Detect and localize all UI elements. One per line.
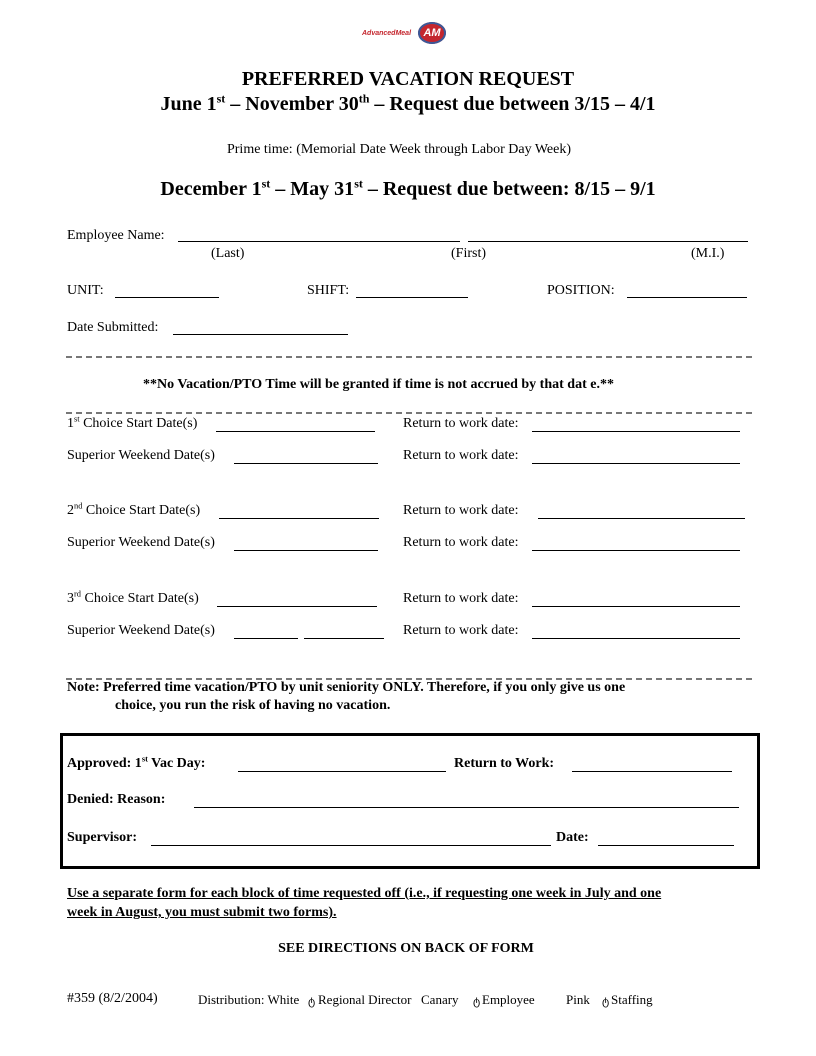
separate-form-instruction-line2: week in August, you must submit two forms). — [67, 905, 337, 920]
distribution-pink: Pink — [566, 992, 590, 1007]
approved-label: Approved: 1st Vac Day: — [67, 754, 206, 771]
position-field[interactable] — [627, 297, 747, 298]
shift-label: SHIFT: — [307, 283, 350, 298]
denied-reason-field[interactable] — [194, 807, 739, 808]
divider — [66, 412, 752, 414]
logo-badge: AM — [418, 22, 446, 44]
second-weekend-label: Superior Weekend Date(s) — [67, 535, 215, 550]
distribution-label: Distribution: White — [198, 992, 300, 1007]
approved-vac-day-field[interactable] — [238, 771, 446, 772]
seniority-note-line2: choice, you run the risk of having no vacation. — [115, 698, 391, 713]
second-weekend-field[interactable] — [234, 550, 378, 551]
last-name-field[interactable] — [178, 241, 460, 242]
return-to-work-label: Return to Work: — [454, 756, 555, 771]
second-weekend-return-label: Return to work date: — [403, 535, 519, 550]
logo-text: AdvancedMeal — [362, 30, 412, 37]
distribution-canary: Canary — [421, 992, 459, 1007]
position-label: POSITION: — [547, 283, 615, 298]
seniority-note-line1: Note: Preferred time vacation/PTO by unit seniority ONLY. Therefore, if you only give us one — [67, 680, 626, 695]
first-weekend-field[interactable] — [234, 463, 378, 464]
third-choice-label: 3rd Choice Start Date(s) — [67, 589, 199, 606]
date-submitted-label: Date Submitted: — [67, 320, 159, 335]
company-logo — [362, 22, 448, 48]
distribution-pink-to: Staffing — [611, 992, 653, 1007]
second-weekend-return-field[interactable] — [532, 550, 740, 551]
distribution-white-to: Regional Director — [318, 992, 412, 1007]
arrow-icon: ტ — [473, 995, 481, 1008]
form-title: PREFERRED VACATION REQUEST — [241, 68, 575, 90]
approval-date-field[interactable] — [598, 845, 734, 846]
first-choice-return-label: Return to work date: — [403, 416, 519, 431]
first-choice-label: 1st Choice Start Date(s) — [67, 414, 198, 431]
directions-notice: SEE DIRECTIONS ON BACK OF FORM — [278, 941, 534, 956]
second-choice-label: 2nd Choice Start Date(s) — [67, 501, 201, 518]
winter-period-heading: December 1st – May 31st – Request due between: 8/15 – 9/1 — [160, 176, 656, 200]
form-number: #359 (8/2/2004) — [67, 991, 158, 1006]
third-weekend-return-label: Return to work date: — [403, 623, 519, 638]
shift-field[interactable] — [356, 297, 468, 298]
third-weekend-field-a[interactable] — [234, 638, 298, 639]
approved-return-field[interactable] — [572, 771, 732, 772]
employee-name-label: Employee Name: — [67, 228, 165, 243]
arrow-icon: ტ — [602, 995, 610, 1008]
first-weekend-return-field[interactable] — [532, 463, 740, 464]
third-weekend-label: Superior Weekend Date(s) — [67, 623, 215, 638]
third-weekend-field-b[interactable] — [304, 638, 384, 639]
first-weekend-label: Superior Weekend Date(s) — [67, 448, 215, 463]
third-choice-return-label: Return to work date: — [403, 591, 519, 606]
approval-date-label: Date: — [556, 830, 589, 845]
second-choice-return-field[interactable] — [538, 518, 745, 519]
summer-period-heading: June 1st – November 30th – Request due between 3/15 – 4/1 — [160, 91, 656, 115]
supervisor-label: Supervisor: — [67, 830, 137, 845]
second-choice-return-label: Return to work date: — [403, 503, 519, 518]
separate-form-instruction-line1: Use a separate form for each block of time requested off (i.e., if requesting one week in July and one — [67, 886, 662, 901]
third-choice-return-field[interactable] — [532, 606, 740, 607]
distribution-canary-to: Employee — [482, 992, 535, 1007]
denied-reason-label: Denied: Reason: — [67, 792, 166, 807]
first-caption: (First) — [451, 246, 486, 261]
first-weekend-return-label: Return to work date: — [403, 448, 519, 463]
second-choice-start-field[interactable] — [219, 518, 379, 519]
unit-field[interactable] — [115, 297, 219, 298]
third-choice-start-field[interactable] — [217, 606, 377, 607]
divider — [66, 356, 752, 358]
first-choice-start-field[interactable] — [216, 431, 375, 432]
first-name-field[interactable] — [468, 241, 748, 242]
accrual-notice: **No Vacation/PTO Time will be granted if time is not accrued by that dat e.** — [143, 377, 614, 392]
date-submitted-field[interactable] — [173, 334, 348, 335]
last-caption: (Last) — [211, 246, 245, 261]
mi-caption: (M.I.) — [691, 246, 725, 261]
prime-time-note: Prime time: (Memorial Date Week through Labor Day Week) — [226, 142, 571, 157]
third-weekend-return-field[interactable] — [532, 638, 740, 639]
supervisor-field[interactable] — [151, 845, 551, 846]
arrow-icon: ტ — [308, 995, 316, 1008]
first-choice-return-field[interactable] — [532, 431, 740, 432]
unit-label: UNIT: — [67, 283, 104, 298]
